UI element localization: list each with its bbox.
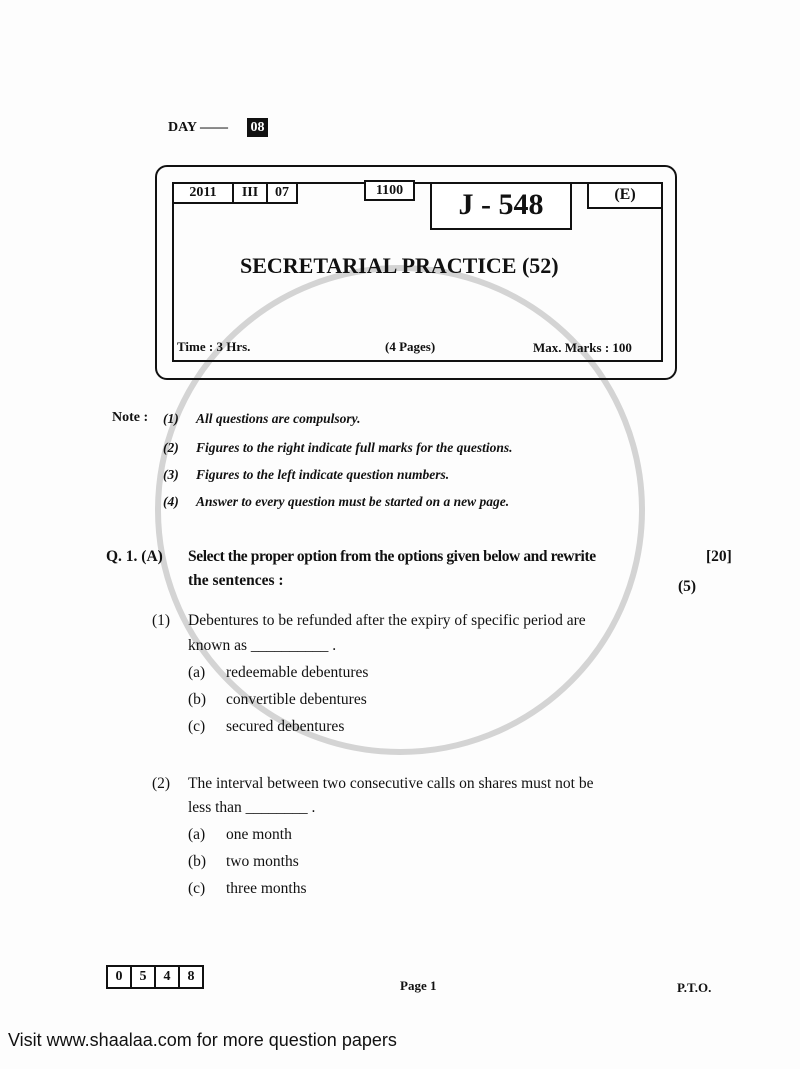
option-key: (c) (188, 718, 206, 735)
note-label: Note : (112, 410, 149, 425)
seat-code-cell: 1100 (364, 180, 415, 201)
option-key: (c) (188, 880, 206, 897)
max-marks-label: Max. Marks : 100 (533, 340, 632, 355)
option-key: (a) (188, 826, 206, 843)
language-cell: (E) (587, 182, 663, 209)
page-number: Page 1 (400, 978, 437, 993)
paper-title: SECRETARIAL PRACTICE (52) (240, 253, 559, 278)
question-text: The interval between two consecutive calls on shares must not be (188, 775, 594, 792)
option-key: (b) (188, 853, 207, 870)
note-text: Figures to the left indicate question numbers. (196, 467, 450, 482)
note-text: Figures to the right indicate full marks for the questions. (196, 440, 513, 455)
code-digit: 0 (106, 965, 132, 989)
code-digit: 4 (154, 965, 180, 989)
question-text-cont: less than ________ . (188, 799, 316, 816)
q1-instruction-cont: the sentences : (188, 572, 284, 589)
day-label: DAY —— (168, 120, 229, 135)
year-cell: 2011 (172, 182, 234, 204)
q1a-marks: (5) (678, 578, 697, 595)
option-text: redeemable debentures (226, 664, 369, 681)
question-number: (1) (152, 612, 171, 629)
option-text: convertible debentures (226, 691, 367, 708)
question-number: (2) (152, 775, 171, 792)
note-number: (4) (163, 494, 179, 509)
note-text: All questions are compulsory. (196, 411, 361, 426)
code-digit: 8 (178, 965, 204, 989)
option-key: (b) (188, 691, 207, 708)
question-text-cont: known as __________ . (188, 637, 337, 654)
q1-marks: [20] (706, 548, 732, 565)
month-cell: III (232, 182, 268, 204)
question-text: Debentures to be refunded after the expiry of specific period are (188, 612, 586, 629)
option-text: secured debentures (226, 718, 345, 735)
pages-label: (4 Pages) (385, 339, 436, 354)
option-text: one month (226, 826, 292, 843)
paper-code: J - 548 (430, 182, 572, 230)
code-digit: 5 (130, 965, 156, 989)
option-key: (a) (188, 664, 206, 681)
visit-shaalaa-footer: Visit www.shaalaa.com for more question papers (8, 1030, 397, 1050)
note-number: (2) (163, 440, 179, 455)
note-text: Answer to every question must be started on a new page. (196, 494, 510, 509)
q1-label: Q. 1. (A) (106, 548, 163, 565)
time-label: Time : 3 Hrs. (177, 339, 251, 354)
note-number: (3) (163, 467, 179, 482)
pto-label: P.T.O. (677, 980, 712, 995)
date-cell: 07 (266, 182, 298, 204)
option-text: two months (226, 853, 299, 870)
day-value: 08 (247, 118, 268, 137)
option-text: three months (226, 880, 307, 897)
note-number: (1) (163, 411, 179, 426)
q1-instruction: Select the proper option from the options given below and rewrite (188, 548, 596, 565)
